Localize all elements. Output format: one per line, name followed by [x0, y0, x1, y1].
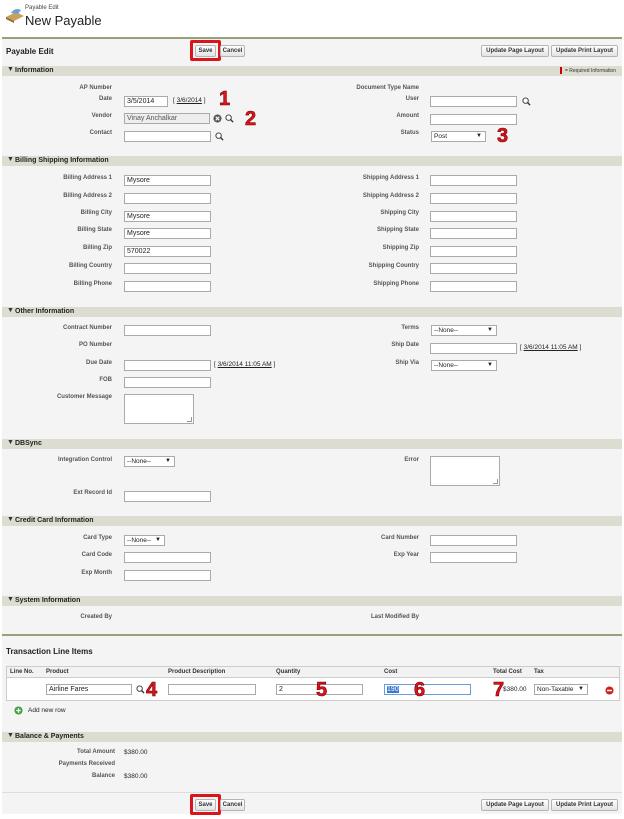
required-marker-icon [560, 67, 562, 74]
error-textarea[interactable] [430, 456, 500, 486]
product-lookup-icon[interactable] [136, 685, 145, 694]
col-product-description: Product Description [168, 669, 226, 675]
user-lookup-icon[interactable] [522, 97, 531, 106]
update-page-layout-button[interactable]: Update Page Layout [481, 45, 549, 57]
payable-app-icon [4, 4, 26, 26]
status-value: Post [434, 133, 448, 140]
billing-city-label: Billing City [80, 210, 112, 216]
shipping-state-label: Shipping State [377, 227, 419, 233]
shipping-address-1-input[interactable] [430, 175, 517, 186]
section-title: Information [15, 67, 54, 74]
panel-title: Payable Edit [6, 47, 54, 56]
marker-3: 3 [497, 125, 508, 147]
col-product: Product [46, 669, 69, 675]
dropdown-arrow-icon: ▼ [476, 133, 482, 139]
billing-city-input[interactable]: Mysore [124, 211, 211, 222]
section-title: Billing Shipping Information [15, 157, 109, 164]
integration-control-label: Integration Control [58, 457, 112, 463]
save-button-bottom[interactable]: Save [195, 799, 216, 811]
card-number-input[interactable] [430, 535, 517, 546]
terms-value: --None-- [434, 327, 459, 334]
balance-value: $380.00 [124, 773, 148, 780]
required-legend [560, 66, 616, 76]
ship-date-input[interactable] [430, 343, 517, 354]
contract-number-label: Contract Number [62, 325, 112, 331]
ship-via-label: Ship Via [395, 360, 419, 366]
billing-address-1-label: Billing Address 1 [63, 175, 112, 181]
status-select[interactable] [431, 131, 486, 142]
cost-value: 190 [387, 686, 399, 693]
collapse-icon[interactable]: ▼ [7, 307, 14, 314]
collapse-icon[interactable]: ▼ [7, 156, 14, 163]
vendor-input[interactable]: Vinay Anchalkar [124, 113, 210, 124]
marker-6: 6 [414, 679, 425, 701]
status-label: Status [400, 130, 419, 136]
amount-label: Amount [396, 113, 419, 119]
billing-country-input[interactable] [124, 263, 211, 274]
shipping-city-label: Shipping City [380, 210, 419, 216]
card-type-value: --None-- [127, 537, 152, 544]
line-items-header [7, 667, 619, 678]
billing-address-2-label: Billing Address 2 [63, 193, 112, 199]
marker-5: 5 [316, 679, 327, 701]
terms-select[interactable] [431, 325, 497, 336]
due-date-input[interactable] [124, 360, 211, 371]
section-dbsync[interactable] [2, 439, 622, 449]
section-billing[interactable] [2, 156, 622, 166]
update-print-layout-button[interactable]: Update Print Layout [551, 45, 618, 57]
collapse-icon[interactable]: ▼ [7, 516, 14, 523]
balance-label: Balance [91, 773, 115, 779]
shipping-address-2-input[interactable] [430, 193, 517, 204]
cost-input[interactable] [384, 684, 471, 695]
shipping-country-label: Shipping Country [368, 263, 419, 269]
collapse-icon[interactable]: ▼ [7, 66, 14, 73]
contact-lookup-icon[interactable] [215, 132, 224, 141]
billing-state-label: Billing State [77, 227, 112, 233]
contact-input[interactable] [124, 131, 211, 142]
section-other[interactable] [2, 307, 622, 317]
col-quantity: Quantity [276, 669, 301, 675]
billing-state-input[interactable]: Mysore [124, 228, 211, 239]
section-information[interactable] [2, 66, 622, 76]
due-date-now-link[interactable]: [ 3/6/2014 11:05 AM ] [214, 361, 276, 368]
shipping-phone-label: Shipping Phone [373, 281, 419, 287]
tax-select[interactable] [534, 684, 588, 695]
section-title: DBSync [15, 440, 42, 447]
cancel-button-bottom[interactable]: Cancel [220, 799, 245, 811]
add-row-icon[interactable] [14, 706, 23, 715]
vendor-lookup-icon[interactable] [225, 114, 234, 123]
due-date-link-text[interactable]: 3/6/2014 11:05 AM [217, 361, 272, 368]
section-title: System Information [15, 597, 81, 604]
product-input[interactable]: Airline Fares [46, 684, 132, 695]
terms-label: Terms [401, 325, 419, 331]
tax-value: Non-Taxable [537, 686, 574, 693]
col-tax: Tax [534, 669, 544, 675]
ext-record-id-input[interactable] [124, 491, 211, 502]
collapse-icon[interactable]: ▼ [7, 596, 14, 603]
dropdown-arrow-icon: ▼ [487, 362, 493, 368]
ext-record-id-label: Ext Record Id [73, 490, 112, 496]
card-type-select[interactable] [124, 535, 165, 546]
ship-date-label: Ship Date [391, 342, 419, 348]
collapse-icon[interactable]: ▼ [7, 439, 14, 446]
billing-country-label: Billing Country [69, 263, 112, 269]
fob-label: FOB [99, 377, 112, 383]
save-button[interactable]: Save [195, 45, 216, 57]
total-amount-value: $380.00 [124, 749, 148, 756]
error-label: Error [404, 457, 419, 463]
page-title: New Payable [25, 13, 102, 28]
payments-received-label: Payments Received [58, 761, 115, 767]
total-amount-label: Total Amount [77, 749, 115, 755]
page-subtitle: Payable Edit [25, 5, 59, 11]
amount-input[interactable] [430, 114, 517, 125]
card-code-label: Card Code [81, 552, 112, 558]
edit-panel [2, 37, 622, 634]
delete-row-icon[interactable] [605, 686, 614, 695]
created-by-label: Created By [80, 614, 112, 620]
date-today-link[interactable]: [ 3/6/2014 ] [173, 97, 206, 104]
col-total-cost: Total Cost [493, 669, 522, 675]
ship-via-select[interactable] [431, 360, 497, 371]
dropdown-arrow-icon: ▼ [155, 537, 161, 543]
date-input[interactable]: 3/5/2014 [124, 96, 168, 107]
billing-phone-label: Billing Phone [73, 281, 112, 287]
shipping-country-input[interactable] [430, 263, 517, 274]
billing-address-1-input[interactable]: Mysore [124, 175, 211, 186]
ap-number-label: AP Number [79, 85, 112, 91]
date-label: Date [98, 96, 112, 102]
billing-zip-input[interactable]: 570022 [124, 246, 211, 257]
exp-month-input[interactable] [124, 570, 211, 581]
bottom-divider [2, 792, 622, 793]
update-print-layout-button-bottom[interactable]: Update Print Layout [551, 799, 618, 811]
billing-zip-label: Billing Zip [83, 245, 112, 251]
exp-month-label: Exp Month [81, 570, 112, 576]
billing-address-2-input[interactable] [124, 193, 211, 204]
customer-message-textarea[interactable] [124, 394, 194, 424]
cancel-button[interactable]: Cancel [220, 45, 245, 57]
contact-label: Contact [89, 130, 112, 136]
ship-via-value: --None-- [434, 362, 459, 369]
marker-7: 7 [493, 679, 504, 701]
dropdown-arrow-icon: ▼ [487, 327, 493, 333]
date-link-text[interactable]: 3/6/2014 [176, 97, 202, 104]
section-system[interactable] [2, 596, 622, 606]
quantity-input[interactable]: 2 [276, 684, 363, 695]
shipping-address-2-label: Shipping Address 2 [362, 193, 419, 199]
total-cost-value: $380.00 [503, 686, 527, 693]
ship-date-now-link[interactable]: [ 3/6/2014 11:05 AM ] [520, 344, 582, 351]
doc-type-label: Document Type Name [356, 85, 419, 91]
section-title: Other Information [15, 308, 75, 315]
shipping-address-1-label: Shipping Address 1 [362, 175, 419, 181]
customer-message-label: Customer Message [56, 394, 112, 400]
product-description-input[interactable] [168, 684, 256, 695]
clear-icon[interactable] [213, 114, 222, 123]
due-date-label: Due Date [85, 360, 112, 366]
marker-1: 1 [219, 88, 230, 110]
po-number-label: PO Number [78, 342, 112, 348]
fob-input[interactable] [124, 377, 211, 388]
user-input[interactable] [430, 96, 517, 107]
shipping-phone-input[interactable] [430, 281, 517, 292]
marker-2: 2 [245, 108, 256, 130]
user-label: User [405, 96, 419, 102]
col-cost: Cost [384, 669, 398, 675]
section-balance[interactable] [2, 732, 622, 742]
vendor-label: Vendor [91, 113, 112, 119]
shipping-zip-input[interactable] [430, 246, 517, 257]
required-legend-text: = Required Information [564, 68, 616, 74]
exp-year-input[interactable] [430, 552, 517, 563]
card-number-label: Card Number [380, 535, 419, 541]
section-credit-card[interactable] [2, 516, 622, 526]
col-line-no: Line No. [10, 669, 34, 675]
card-type-label: Card Type [83, 535, 112, 541]
card-code-input[interactable] [124, 552, 211, 563]
line-items-title: Transaction Line Items [6, 647, 93, 656]
section-title: Balance & Payments [15, 733, 84, 740]
last-modified-by-label: Last Modified By [370, 614, 419, 620]
integration-control-select[interactable] [124, 456, 175, 467]
billing-phone-input[interactable] [124, 281, 211, 292]
shipping-state-input[interactable] [430, 228, 517, 239]
dropdown-arrow-icon: ▼ [578, 686, 584, 692]
shipping-zip-label: Shipping Zip [382, 245, 419, 251]
update-page-layout-button-bottom[interactable]: Update Page Layout [481, 799, 549, 811]
ship-date-link-text[interactable]: 3/6/2014 11:05 AM [523, 344, 578, 351]
shipping-city-input[interactable] [430, 211, 517, 222]
marker-4: 4 [146, 679, 157, 701]
section-title: Credit Card Information [15, 517, 94, 524]
contract-number-input[interactable] [124, 325, 211, 336]
integration-control-value: --None-- [127, 458, 152, 465]
exp-year-label: Exp Year [393, 552, 419, 558]
dropdown-arrow-icon: ▼ [165, 458, 171, 464]
add-row-link[interactable]: Add new row [28, 707, 66, 714]
collapse-icon[interactable]: ▼ [7, 732, 14, 739]
